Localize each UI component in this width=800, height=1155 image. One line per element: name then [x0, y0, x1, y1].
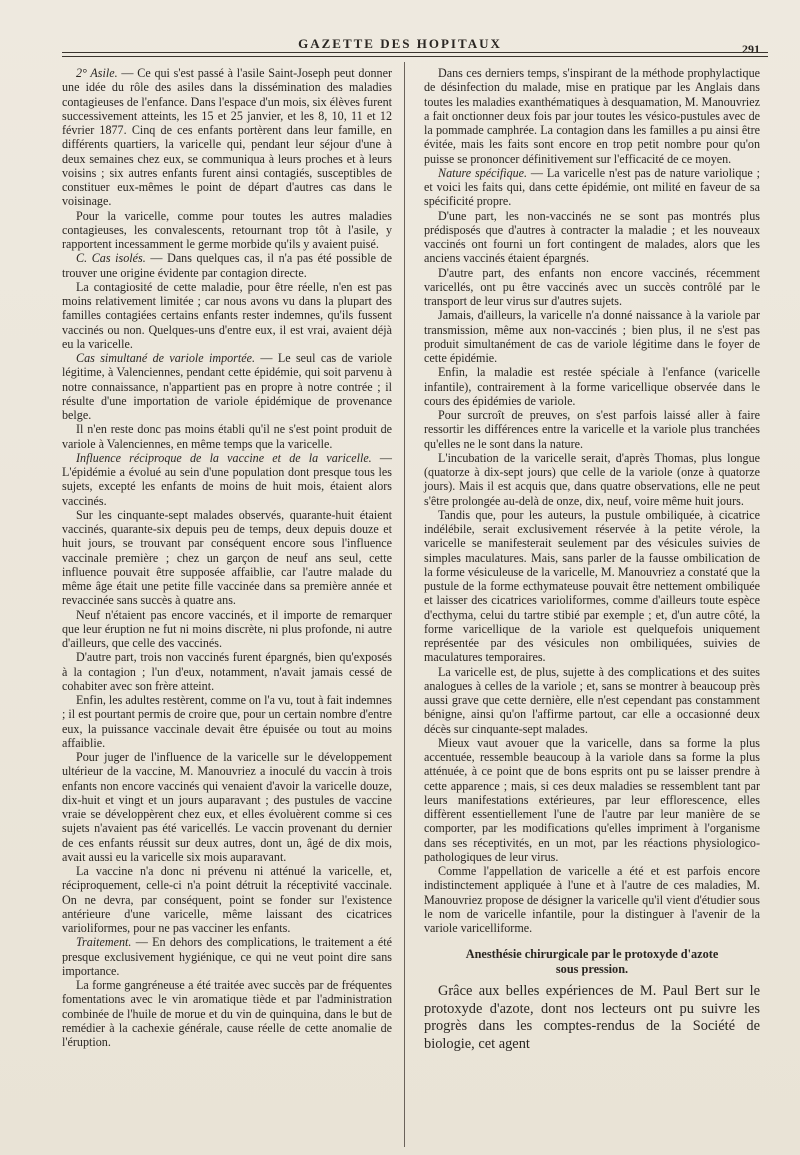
header-rule-second [62, 56, 768, 57]
paragraph-heading: Nature spécifique. [438, 165, 528, 180]
paragraph-text: Tandis que, pour les auteurs, la pustule ombiliquée, à cicatrice indélébile, serait exclusivement réservée à la petite vérole, la varicelle se manifesterait seulement par des vésicules suivies de simples maculatures. Mais, sans parler de la fausse ombilication de la forme vésiculeuse de la varicelle, M. Manouvriez a constaté que la pustule de la forme ecthymateuse pouvait être nettement ombiliquée et laisser des cicatrices varioliformes, comme d'ailleurs toute espèce d'ecthyma, celui du tartre stibié par exemple ; et, d'un autre côté, la forme varicellique de la variole est quelquefois uniquement représentée par des vésicules non ombiliquées, suivies de maculatures temporaires. [424, 507, 760, 665]
paragraph-text: Dans ces derniers temps, s'inspirant de la méthode prophylactique de désinfection du malade, mise en pratique par les Anglais dans toutes les maladies exanthématiques à desquamation, M. Manouvriez a fait onctionner deux fois par jour toutes les vésico-pustules avec de la pommade camphrée. La contagion dans les familles a pu ainsi être évitée, mais les faits sont encore en trop petit nombre pour qu'on puisse se prononcer définitivement sur l'efficacité de ce moyen. [424, 66, 760, 166]
right-column-paragraphs [424, 66, 760, 935]
paragraph [62, 451, 392, 508]
paragraph [62, 864, 392, 935]
paragraph [424, 365, 760, 408]
paragraph [424, 66, 760, 166]
paragraph [62, 351, 392, 422]
paragraph [424, 209, 760, 266]
paragraph-text: Neuf n'étaient pas encore vaccinés, et il importe de remarquer que leur éruption ne fut ni moins discrète, ni plus profonde, ni autre d'ailleurs, que celle des vaccinés. [62, 607, 392, 650]
paragraph-text: Pour la varicelle, comme pour toutes les autres maladies contagieuses, les convalescents, retournant trop tôt à l'asile, y rapportent incessamment le germe morbide qu'ils y avaient puisé. [62, 208, 392, 251]
paragraph-heading: Cas simultané de variole importée. [76, 351, 256, 365]
paragraph [62, 978, 392, 1049]
paragraph-text: Enfin, les adultes restèrent, comme on l'a vu, tout à fait indemnes ; il est pourtant permis de croire que, pour un certain nombre d'entre eux, la puissance vaccinale devait être épuisée ou tout au moins affaiblie. [62, 693, 392, 750]
paragraph-heading: Traitement. [76, 935, 132, 950]
paragraph [62, 935, 392, 978]
header-title: GAZETTE DES HOPITAUX [298, 36, 502, 51]
paragraph-text: Pour juger de l'influence de la varicelle sur le développement ultérieur de la vaccine, M. Manouvriez a inoculé du vaccin à trois enfants non encore vaccinés qui venaient d'avoir la varicelle douze, dix-huit et vingt et un jours auparavant ; des pustules de vaccine vraie se développèrent chez eux, et elles évoluèrent comme si ces sujets n'avaient pas été varicellés. Le vaccin provenant du dernier de ces enfants réussit sur deux autres, dont un, âgé de dix mois, avait aussi eu la varicelle six mois auparavant. [62, 750, 392, 864]
paragraph-text: — L'épidémie a évolué au sein d'une population dont presque tous les sujets, excepté les enfants de moins de huit mois, étaient alors vaccinés. [62, 450, 392, 508]
section-title [424, 947, 760, 976]
paragraph [62, 750, 392, 864]
paragraph-text: — Dans quelques cas, il n'a pas été possible de trouver une origine évidente par contagion directe. [62, 251, 392, 280]
paragraph-text: D'autre part, trois non vaccinés furent épargnés, bien qu'exposés à la contagion ; l'un d'eux, notamment, n'avait jamais cessé de cohabiter avec son frère atteint. [62, 650, 392, 693]
paragraph [62, 280, 392, 351]
section-title-line-2: sous pression. [555, 961, 629, 976]
paragraph [424, 864, 760, 935]
paragraph-text: — En dehors des complications, le traitement a été presque exclusivement hygiénique, ce qui ne veut point dire sans importance. [62, 935, 392, 978]
page-number: 291 [742, 42, 760, 56]
paragraph [62, 66, 392, 209]
left-column [62, 66, 392, 1049]
section-body [424, 983, 760, 1053]
paragraph-text: — Ce qui s'est passé à l'asile Saint-Joseph peut donner une idée du rôle des asiles dans la dissémination des maladies contagieuses de l'enfance. Dans l'espace d'un mois, six élèves furent successivement atteints, les 15 et 25 janvier, et les 8, 10, 11 et 12 février 1877. Cinq de ces enfants portèrent dans leur famille, en différents quartiers, la varicelle qui, pendant leur séjour d'une à deux semaines chez eux, se communiqua à leurs proches et à leurs voisins ; six autres enfants furent ainsi contagiés, susceptibles de constituer eux-mêmes le point de départ d'autres cas dans le voisinage. [62, 66, 392, 209]
paragraph-text: La varicelle est, de plus, sujette à des complications et des suites analogues à celles de la variole ; et, sans se montrer à beaucoup près aussi grave que cette dernière, elle n'est cependant pas constamment bénigne, ainsi qu'on l'affirme partout, car elle a occasionné deux décès sur cinquante-sept malades. [424, 664, 760, 736]
paragraph-heading: 2° Asile. [76, 66, 118, 80]
paragraph-text: Sur les cinquante-sept malades observés, quarante-huit étaient vaccinés, quarante-six depuis peu de temps, deux depuis douze et huit jours, se trouvant par conséquent encore sous l'influence vaccinale première ; chez un garçon de neuf ans seul, cette influence pouvait être supposée affaiblie, car l'autre malade du même âge était une petite fille vaccinée dans sa première année et revaccinée sans succès à quatre ans. [62, 507, 392, 608]
paragraph-text: La vaccine n'a donc ni prévenu ni atténué la varicelle, et, réciproquement, celle-ci n'a point détruit la réceptivité vaccinale. On ne devra, par conséquent, point se fonder sur l'existence antérieure d'une varicelle, même laissant des cicatrices varioliformes, pour ne pas vacciner les enfants. [62, 864, 392, 935]
paragraph [62, 422, 392, 451]
paragraph [62, 251, 392, 280]
paragraph-heading: C. Cas isolés. [76, 251, 146, 266]
paragraph-text: D'une part, les non-vaccinés ne se sont pas montrés plus prédisposés que d'autres à contracter la maladie ; et les nouveaux vaccinés ont fourni un fort contingent de malades, alors que les anciens vaccinés étaient épargnés. [424, 208, 760, 266]
paragraph [424, 665, 760, 736]
paragraph-text: D'autre part, des enfants non encore vaccinés, récemment varicellés, ont pu être vaccinés avec un succès contrôlé par le transport de leur virus sur d'autres sujets. [424, 265, 760, 308]
paragraph-text: La forme gangréneuse a été traitée avec succès par de fréquentes fomentations avec le vin aromatique tiède et par l'administration combinée de l'huile de morue et du vin de quinquina, dans le but de remédier à la cachexie générale, cause réelle de cette anomalie de l'éruption. [62, 978, 392, 1049]
paragraph [424, 166, 760, 209]
paragraph [424, 736, 760, 864]
column-divider [404, 62, 405, 1147]
paragraph [62, 693, 392, 750]
paragraph [62, 209, 392, 252]
paragraph-text: Comme l'appellation de varicelle a été et est parfois encore indistinctement appliquée à l'une et à l'autre de ces maladies, M. Manouvriez propose de désigner la varicelle qu'il vient d'étudier sous le nom de varicelle infantile, pour la distinguer à l'avenir de la variole varicelliforme. [424, 864, 760, 935]
paragraph-text: Mieux vaut avouer que la varicelle, dans sa forme la plus accentuée, ressemble beaucoup à la variole dans sa forme la plus atténuée, à ce point que de bons esprits ont pu se laisser prendre à cette apparence ; mais, si ces deux maladies se ressemblent tant par leurs manifestations extérieures, par leur efflorescence, elles diffèrent essentiellement l'une de l'autre par leur manière de se comporter, par les modifications qu'elles impriment à l'organisme dans ses réceptivités, en un mot, par les réactions physiologico-pathologiques de leur virus. [424, 735, 760, 864]
paragraph [424, 408, 760, 451]
paragraph [62, 508, 392, 608]
paragraph [62, 650, 392, 693]
header-rule [62, 52, 768, 53]
paragraph-text: Jamais, d'ailleurs, la varicelle n'a donné naissance à la variole par transmission, même aux non-vaccinés ; bien plus, il ne s'est pas produit simultanément de cas de variole légitime dans le foyer de cette épidémie. [424, 308, 760, 365]
paragraph [62, 608, 392, 651]
paragraph-text: — Le seul cas de variole légitime, à Valenciennes, pendant cette épidémie, qui soit parvenu à notre connaissance, n'appartient pas en propre à notre contrée ; il résulte d'une importation de variole épidémique de provenance belge. [62, 351, 392, 422]
paragraph-text: Il n'en reste donc pas moins établi qu'il ne s'est point produit de variole à Valenciennes, en même temps que la varicelle. [62, 422, 392, 451]
right-column [424, 66, 760, 1053]
paragraph-heading: Influence réciproque de la vaccine et de la varicelle. [76, 450, 372, 465]
section-title-line-1: Anesthésie chirurgicale par le protoxyde d'azote [465, 947, 719, 962]
paragraph-text: — La varicelle n'est pas de nature variolique ; et voici les faits qui, dans cette épidémie, ont milité en faveur de sa spécificité propre. [424, 165, 760, 209]
paragraph [424, 508, 760, 665]
paragraph-text: La contagiosité de cette maladie, pour être réelle, n'en est pas moins relativement limitée ; car nous avons vu dans la plupart des familles contagiées certains enfants rester indemnes, qu'ils fussent vaccinés ou non. Quelques-uns d'entre eux, il est vrai, avaient déjà eu la varicelle. [62, 279, 392, 351]
paragraph [424, 451, 760, 508]
paragraph [424, 266, 760, 309]
paragraph-text: L'incubation de la varicelle serait, d'après Thomas, plus longue (quatorze à dix-sept jours) que celle de la variole (onze à quatorze jours). Mais il est acquis que, dans quatre observations, elle ne peut s'être prolongée au-delà de onze, dix, neuf, voire même huit jours. [424, 450, 760, 508]
paragraph [424, 308, 760, 365]
section-paragraph: Grâce aux belles expériences de M. Paul Bert sur le protoxyde d'azote, dont nos lecteurs ont pu suivre les progrès dans les comptes-rendus de la Société de biologie, cet agent [424, 983, 760, 1052]
paragraph-text: Pour surcroît de preuves, on s'est parfois laissé aller à faire ressortir les différences entre la varicelle et la variole plus tranchées qu'elles ne le sont dans la nature. [424, 408, 760, 451]
paragraph-text: Enfin, la maladie est restée spéciale à l'enfance (varicelle infantile), contrairement à la forme varicellique observée dans le cours des épidémies de variole. [424, 365, 760, 408]
